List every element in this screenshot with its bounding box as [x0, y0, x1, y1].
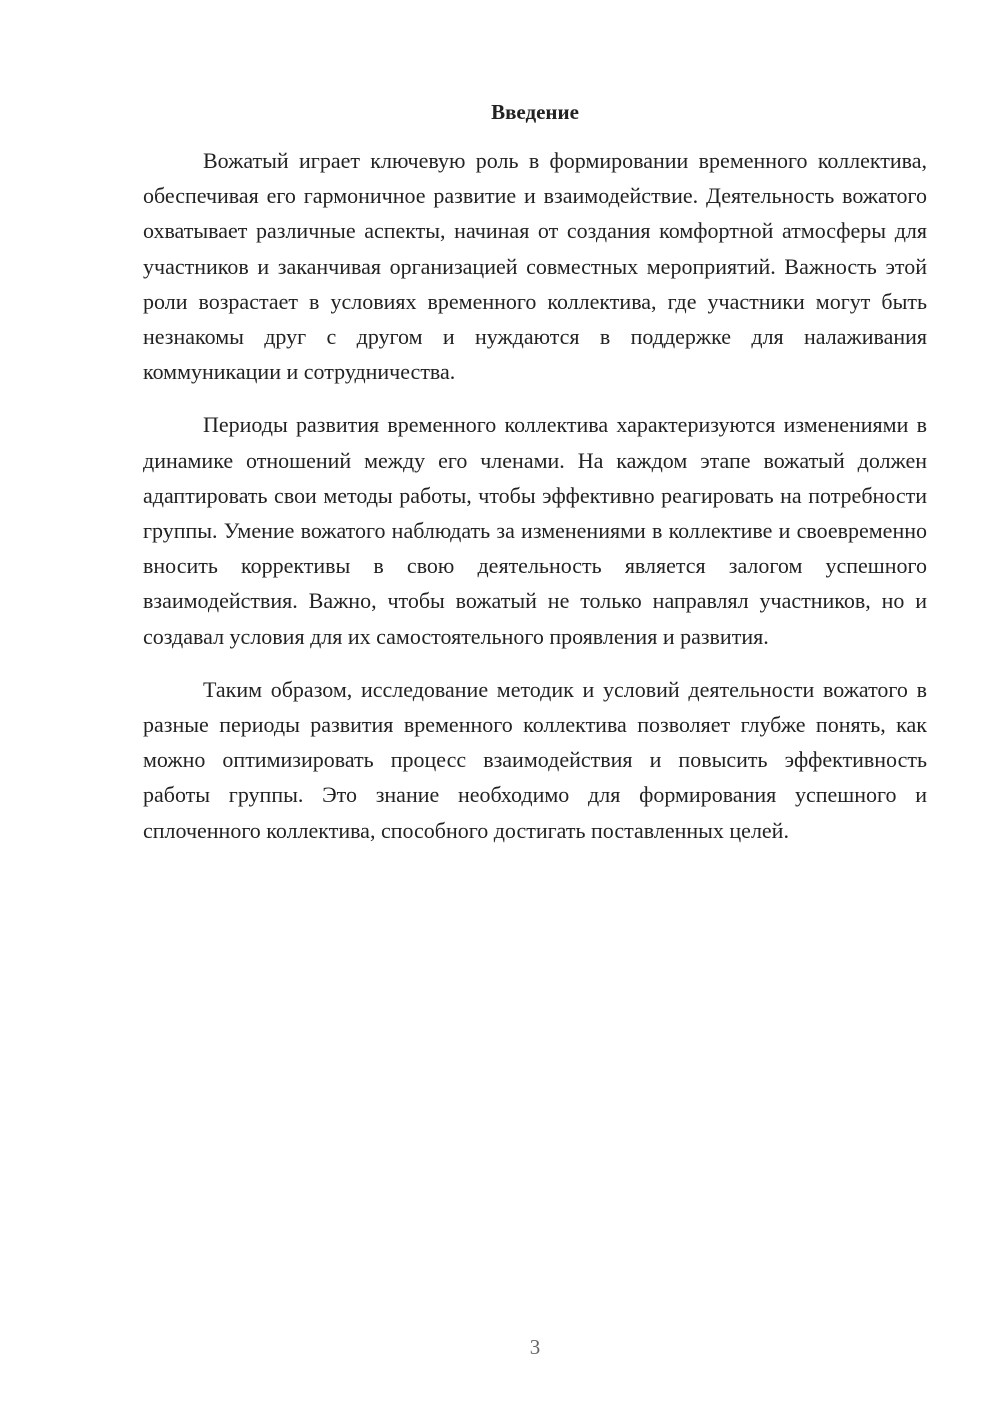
paragraph-1: Вожатый играет ключевую роль в формировании временного коллектива, обеспечивая его гармоничное развитие и взаимодействие. Деятельность вожатого охватывает различные аспекты, начиная от создания комфортной атмосферы для участников и заканчивая организацией совместных мероприятий. Важность этой роли возрастает в условиях временного коллектива, где участники могут быть незнакомы друг с другом и нуждаются в поддержке для налаживания коммуникации и сотрудничества. — [143, 148, 927, 385]
paragraph-2: Периоды развития временного коллектива характеризуются изменениями в динамике отношений между его членами. На каждом этапе вожатый должен адаптировать свои методы работы, чтобы эффективно реагировать на потребности группы. Умение вожатого наблюдать за изменениями в коллективе и своевременно вносить коррективы в свою деятельность является залогом успешного взаимодействия. Важно, чтобы вожатый не только направлял участников, но и создавал условия для их самостоятельного проявления и развития. — [143, 412, 927, 649]
paragraph-3: Таким образом, исследование методик и условий деятельности вожатого в разные периоды развития временного коллектива позволяет глубже понять, как можно оптимизировать процесс взаимодействия и повысить эффективность работы группы. Это знание необходимо для формирования успешного и сплоченного коллектива, способного достигать поставленных целей. — [143, 676, 927, 843]
page-number: 3 — [529, 1335, 541, 1359]
section-title: Введение — [491, 100, 579, 124]
body-text — [143, 143, 927, 848]
